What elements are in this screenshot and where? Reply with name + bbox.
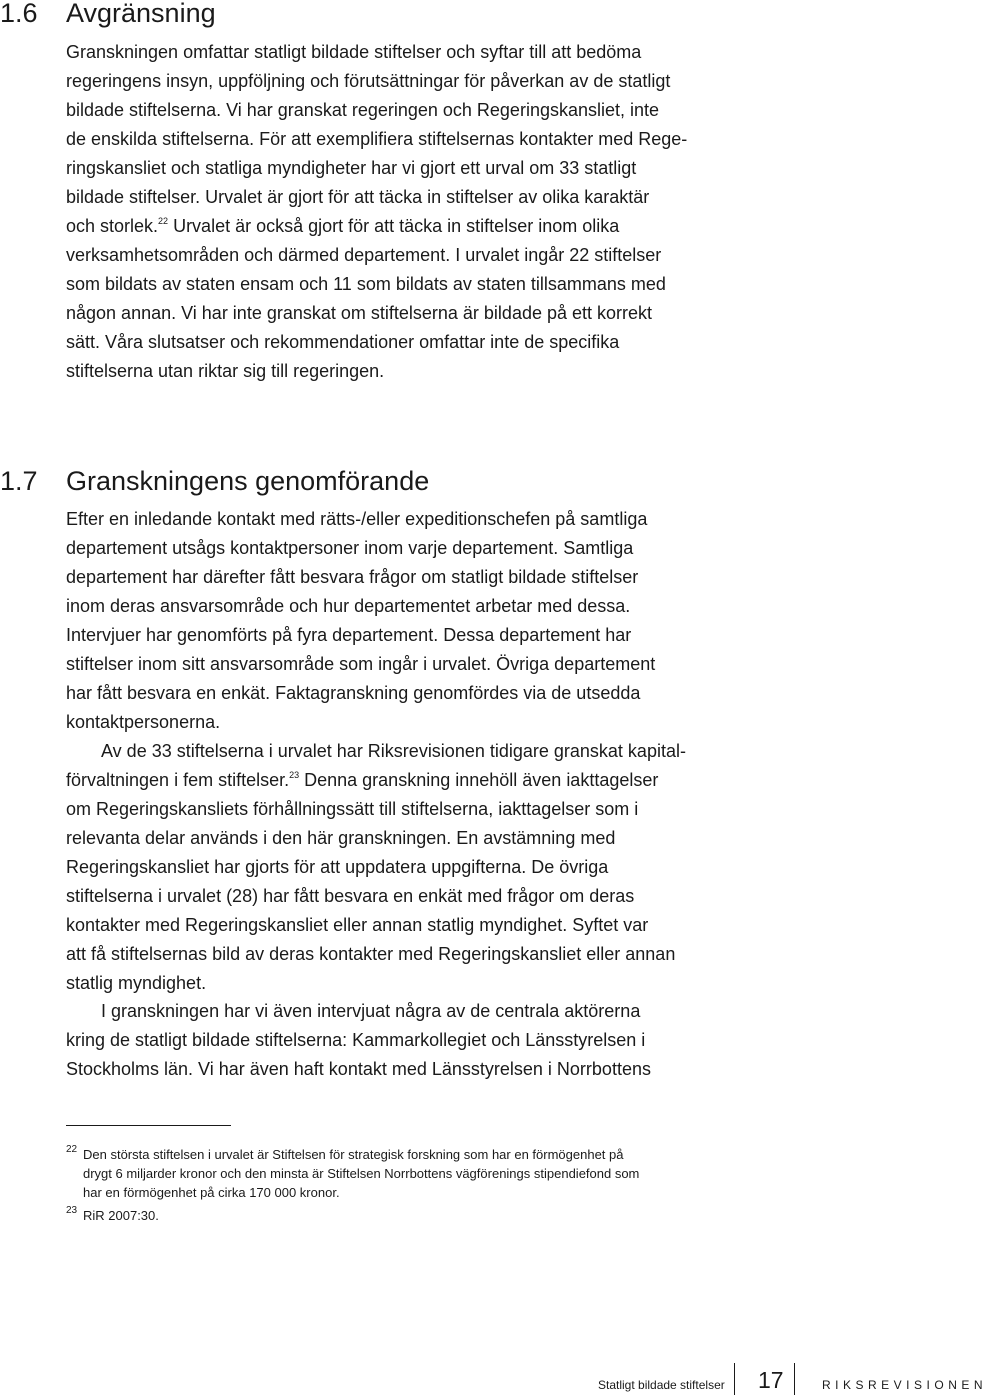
section-number: 1.6	[0, 0, 38, 28]
text-segment: Urvalet är också gjort för att täcka in stiftelser inom olika	[168, 216, 620, 236]
section-number: 1.7	[0, 466, 38, 496]
text-line: stiftelserna utan riktar sig till regeringen.	[66, 361, 385, 381]
footnote-line: drygt 6 miljarder kronor och den minsta är Stiftelsen Norrbottens vägförenings stipendiefond som	[83, 1166, 640, 1181]
text-line: statlig myndighet.	[66, 973, 207, 993]
text-line: de enskilda stiftelserna. För att exemplifiera stiftelsernas kontakter med Rege-	[66, 129, 688, 149]
text-segment: och storlek.	[66, 216, 159, 236]
text-line: stiftelserna i urvalet (28) har fått besvara en enkät med frågor om deras	[66, 886, 635, 906]
text-line: någon annan. Vi har inte granskat om stiftelserna är bildade på ett korrekt	[66, 303, 653, 323]
text-line: regeringens insyn, uppföljning och förutsättningar för påverkan av de statligt	[66, 71, 671, 91]
footnote-23	[66, 1206, 766, 1225]
footnote-number: 22	[66, 1144, 78, 1155]
text-line: sätt. Våra slutsatser och rekommendationer omfattar inte de specifika	[66, 332, 620, 352]
text-line: att få stiftelsernas bild av deras kontakter med Regeringskansliet eller annan	[66, 944, 676, 964]
section-1-7-paragraph-1	[66, 505, 946, 737]
text-line: som bildats av staten ensam och 11 som bildats av staten tillsammans med	[66, 274, 666, 294]
text-line: relevanta delar används i den här granskningen. En avstämning med	[66, 828, 616, 848]
text-line: bildade stiftelserna. Vi har granskat regeringen och Regeringskansliet, inte	[66, 100, 660, 120]
footer-divider	[734, 1363, 735, 1395]
footnote-line: RiR 2007:30.	[83, 1208, 159, 1223]
section-1-7-paragraph-2	[66, 737, 946, 998]
text-line: departement har därefter fått besvara frågor om statligt bildade stiftelser	[66, 567, 639, 587]
section-1-7-paragraph-3	[66, 997, 946, 1084]
text-line: Granskningen omfattar statligt bildade stiftelser och syftar till att bedöma	[66, 42, 642, 62]
text-line: Efter en inledande kontakt med rätts-/eller expeditionschefen på samtliga	[66, 509, 648, 529]
footnote-line: har en förmögenhet på cirka 170 000 kronor.	[83, 1185, 340, 1200]
text-segment: förvaltningen i fem stiftelser.	[66, 770, 290, 790]
text-line: stiftelser inom sitt ansvarsområde som ingår i urvalet. Övriga departement	[66, 654, 656, 674]
page-number: 17	[758, 1367, 784, 1393]
text-line	[66, 212, 946, 241]
text-line: Regeringskansliet har gjorts för att uppdatera uppgifterna. De övriga	[66, 857, 609, 877]
footnote-divider	[66, 1125, 231, 1126]
footer-divider	[794, 1363, 795, 1395]
section-title: Granskningens genomförande	[66, 466, 430, 496]
text-line: Intervjuer har genomförts på fyra departement. Dessa departement har	[66, 625, 632, 645]
text-line: ringskansliet och statliga myndigheter har vi gjort ett urval om 33 statligt	[66, 158, 637, 178]
footnote-line: Den största stiftelsen i urvalet är Stiftelsen för strategisk forskning som har en förmögenhet på	[83, 1147, 624, 1162]
footnote-22	[66, 1145, 766, 1202]
text-line: kontaktpersonerna.	[66, 712, 221, 732]
footnote-ref-23[interactable]: 23	[289, 770, 300, 780]
text-segment: Denna granskning innehöll även iakttagelser	[299, 770, 659, 790]
text-line: Av de 33 stiftelserna i urvalet har Riksrevisionen tidigare granskat kapital-	[101, 741, 686, 761]
text-line: departement utsågs kontaktpersoner inom varje departement. Samtliga	[66, 538, 634, 558]
text-line: kring de statligt bildade stiftelserna: Kammarkollegiet och Länsstyrelsen i	[66, 1030, 646, 1050]
footnote-ref-22[interactable]: 22	[158, 216, 169, 226]
text-line: har fått besvara en enkät. Faktagranskning genomfördes via de utsedda	[66, 683, 641, 703]
text-line	[66, 766, 946, 795]
section-1-6-paragraph	[66, 38, 946, 386]
text-line: bildade stiftelser. Urvalet är gjort för att täcka in stiftelser av olika karaktär	[66, 187, 650, 207]
footnote-number: 23	[66, 1205, 78, 1216]
text-line: Stockholms län. Vi har även haft kontakt med Länsstyrelsen i Norrbottens	[66, 1059, 651, 1079]
text-line: om Regeringskansliets förhållningssätt till stiftelserna, iakttagelser som i	[66, 799, 639, 819]
section-title: Avgränsning	[66, 0, 216, 28]
text-line: inom deras ansvarsområde och hur departementet arbetar med dessa.	[66, 596, 631, 616]
text-line: kontakter med Regeringskansliet eller annan statlig myndighet. Syftet var	[66, 915, 649, 935]
text-line: verksamhetsområden och därmed departement. I urvalet ingår 22 stiftelser	[66, 245, 662, 265]
text-line: I granskningen har vi även intervjuat några av de centrala aktörerna	[101, 1001, 641, 1021]
footer-document-title: Statligt bildade stiftelser	[598, 1378, 725, 1392]
footer-brand-logo: RIKSREVISIONEN	[822, 1378, 987, 1392]
